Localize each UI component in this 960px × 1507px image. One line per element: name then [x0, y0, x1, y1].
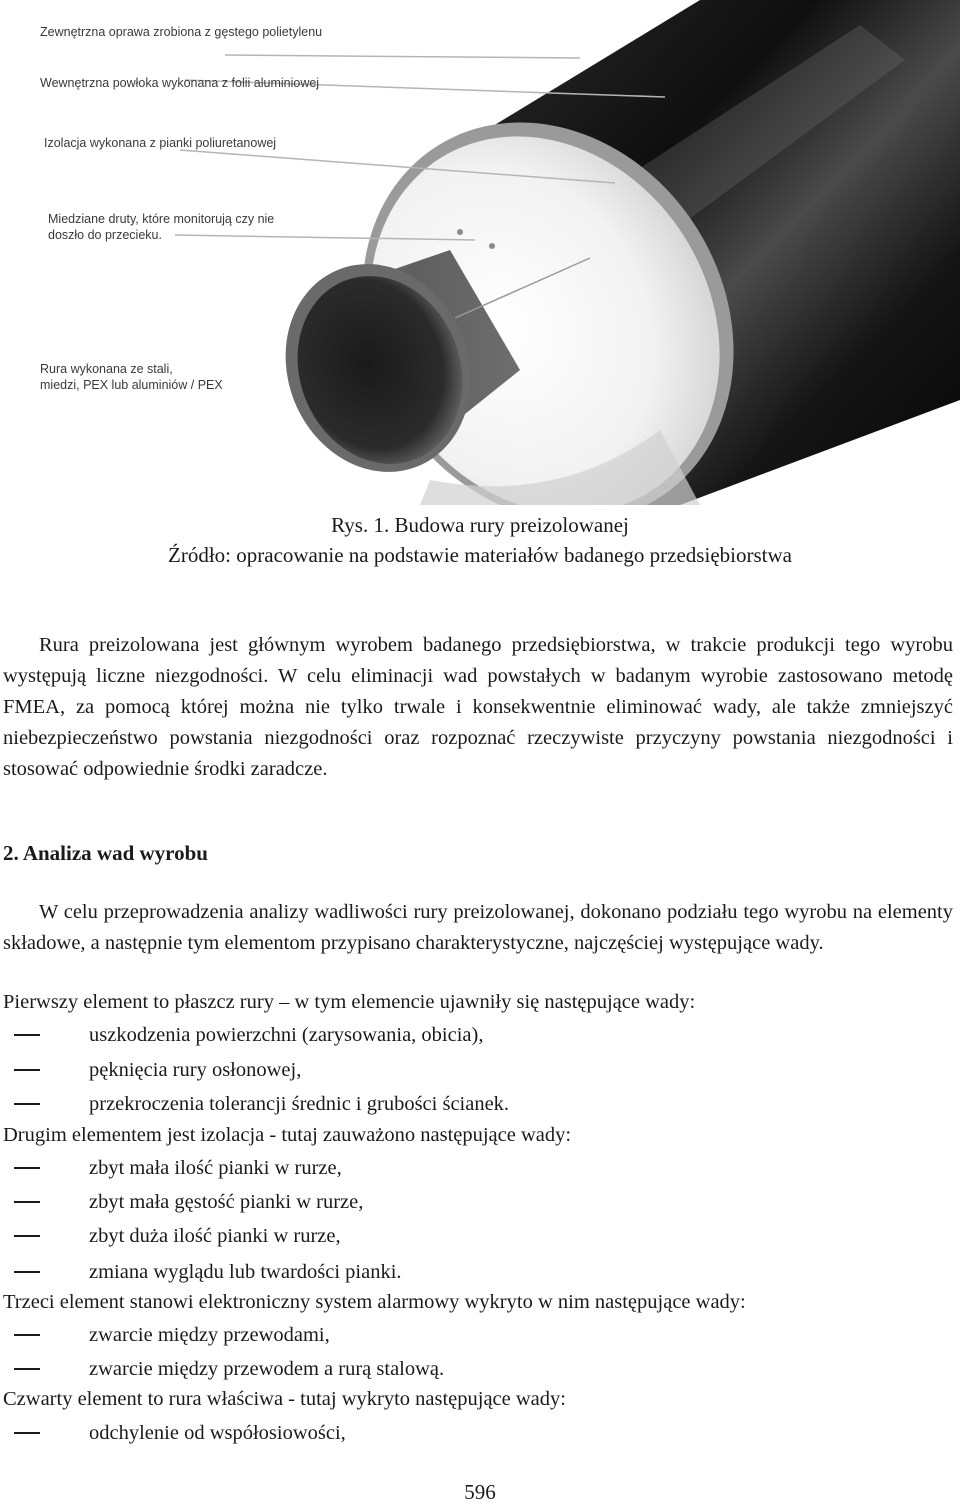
- page-number: 596: [464, 1480, 496, 1504]
- list-item: zbyt mała gęstość pianki w rurze,: [0, 1187, 960, 1217]
- label-foil-coating: Wewnętrzna powłoka wykonana z folii aluminiowej: [40, 76, 320, 90]
- element4-intro: Czwarty element to rura właściwa - tutaj wykryto następujące wady:: [3, 1388, 566, 1410]
- dash-bullet: [14, 1201, 40, 1203]
- list-item: zbyt mała ilość pianki w rurze,: [0, 1153, 960, 1183]
- dash-bullet: [14, 1034, 40, 1036]
- pipe-figure: [0, 0, 960, 505]
- list-item: zwarcie między przewodami,: [0, 1320, 960, 1350]
- label-foam-insulation: Izolacja wykonana z pianki poliuretanowej: [44, 136, 277, 150]
- element2-intro: Drugim elementem jest izolacja - tutaj zauważono następujące wady:: [3, 1124, 572, 1146]
- figure-caption-title: Rys. 1. Budowa rury preizolowanej: [331, 513, 629, 537]
- label-service-pipe-2: miedzi, PEX lub aluminiów / PEX: [40, 378, 223, 392]
- label-copper-wires-1: Miedziane druty, które monitorują czy nie: [48, 212, 275, 226]
- list-item: pęknięcia rury osłonowej,: [0, 1055, 960, 1085]
- label-copper-wires-2: doszło do przecieku.: [48, 228, 162, 242]
- list-item: przekroczenia tolerancji średnic i grubości ścianek.: [0, 1089, 960, 1119]
- leader-line: [225, 55, 580, 58]
- dash-bullet: [14, 1069, 40, 1071]
- list-item: odchylenie od współosiowości,: [0, 1418, 960, 1448]
- section-paragraph-text: W celu przeprowadzenia analizy wadliwości rury preizolowanej, dokonano podziału tego wyrobu na elementy składowe, a następnie tym elementom przypisano charakterystyczne, najczęściej występujące wady.: [3, 901, 953, 954]
- intro-paragraph: [3, 630, 953, 785]
- figure-caption-source: Źródło: opracowanie na podstawie materiałów badanego przedsiębiorstwa: [168, 543, 792, 567]
- label-outer-jacket: Zewnętrzna oprawa zrobiona z gęstego polietylenu: [40, 25, 323, 39]
- label-service-pipe-1: Rura wykonana ze stali,: [40, 362, 173, 376]
- dash-bullet: [14, 1167, 40, 1169]
- list-item: uszkodzenia powierzchni (zarysowania, obicia),: [0, 1020, 960, 1050]
- dash-bullet: [14, 1432, 40, 1434]
- dash-bullet: [14, 1368, 40, 1370]
- section-paragraph: [3, 897, 953, 959]
- element1-intro: Pierwszy element to płaszcz rury – w tym elemencie ujawniły się następujące wady:: [3, 991, 696, 1013]
- wire-dot: [457, 229, 463, 235]
- dash-bullet: [14, 1103, 40, 1105]
- intro-paragraph-text: Rura preizolowana jest głównym wyrobem badanego przedsiębiorstwa, w trakcie produkcji tego wyrobu występują liczne niezgodności. W celu eliminacji wad powstałych w badanym wyrobie zastosowano metodę FMEA, za pomocą której można nie tylko trwale i konsekwentnie eliminować wady, ale także zmniejszyć niebezpieczeństwo powstania niezgodności oraz rozpoznać rzeczywiste przyczyny powstania niezgodności i stosować odpowiednie środki zaradcze.: [3, 634, 953, 780]
- list-item: zmiana wyglądu lub twardości pianki.: [0, 1257, 960, 1287]
- dash-bullet: [14, 1271, 40, 1273]
- section-heading: 2. Analiza wad wyrobu: [3, 841, 208, 865]
- dash-bullet: [14, 1235, 40, 1237]
- wire-dot: [489, 243, 495, 249]
- element3-intro: Trzeci element stanowi elektroniczny system alarmowy wykryto w nim następujące wady:: [3, 1291, 746, 1313]
- list-item: zwarcie między przewodem a rurą stalową.: [0, 1354, 960, 1384]
- dash-bullet: [14, 1334, 40, 1336]
- list-item: zbyt duża ilość pianki w rurze,: [0, 1221, 960, 1251]
